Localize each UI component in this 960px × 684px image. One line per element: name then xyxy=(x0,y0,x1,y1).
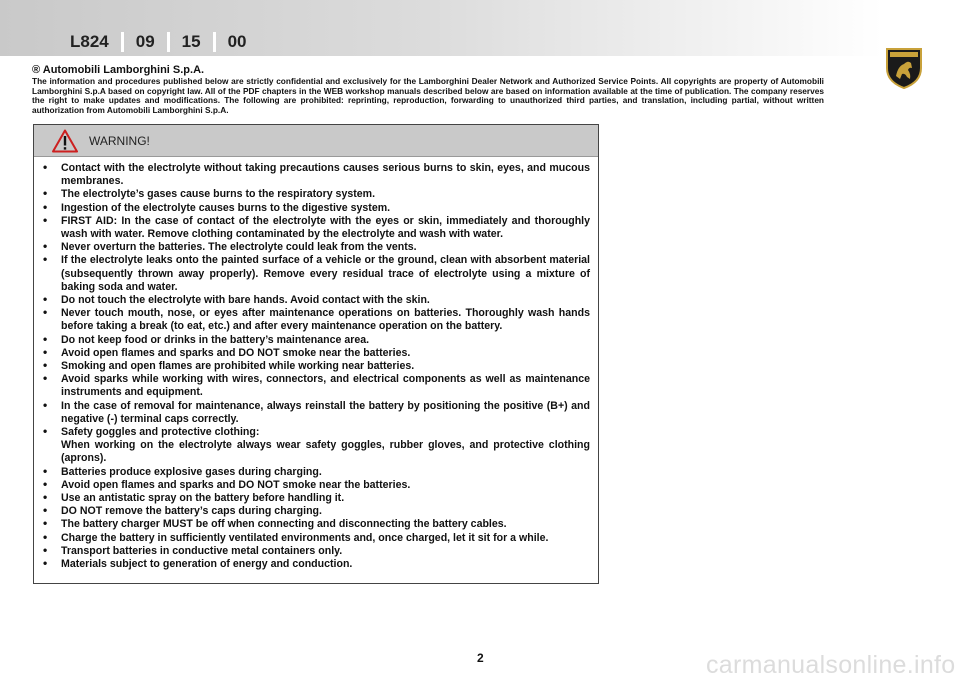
header-bar xyxy=(0,0,960,56)
warning-item-text: Never overturn the batteries. The electrolyte could leak from the vents. xyxy=(61,241,417,254)
warning-item xyxy=(42,254,590,294)
warning-item-text: Smoking and open flames are prohibited while working near batteries. xyxy=(61,360,415,373)
warning-item xyxy=(42,397,590,426)
warning-item-text: Avoid sparks while working with wires, connectors, and electrical components as well as maintenance instruments and equipment. xyxy=(61,373,590,399)
warning-triangle-icon xyxy=(52,129,78,153)
warning-box xyxy=(33,124,599,584)
code-subsection: 00 xyxy=(227,32,247,51)
warning-item xyxy=(42,241,590,254)
warning-item xyxy=(42,426,590,466)
warning-label: WARNING! xyxy=(89,134,150,148)
lamborghini-shield-logo xyxy=(884,46,924,90)
warning-item xyxy=(42,344,590,360)
warning-item xyxy=(42,331,590,347)
warning-item xyxy=(42,542,590,558)
bullet-icon: • xyxy=(43,424,48,439)
warning-item-text: Contact with the electrolyte without taking precautions causes serious burns to skin, eyes, and mucous membranes. xyxy=(61,162,590,188)
warning-item xyxy=(42,492,590,505)
warning-item-text: FIRST AID: In the case of contact of the electrolyte with the eyes or skin, immediately and thoroughly wash with water. Remove clothing contaminated by the electrolyte and wash with water. xyxy=(61,214,590,241)
bullet-icon: • xyxy=(43,358,48,373)
warning-item-text: Do not touch the electrolyte with bare hands. Avoid contact with the skin. xyxy=(61,294,430,307)
bullet-icon: • xyxy=(43,516,48,531)
warning-item xyxy=(42,505,590,518)
legal-notice xyxy=(32,64,824,115)
warning-item xyxy=(42,373,590,399)
warning-item xyxy=(42,162,590,188)
bullet-icon: • xyxy=(43,292,48,307)
code-separator xyxy=(167,32,170,52)
warning-item xyxy=(42,294,590,307)
bullet-icon: • xyxy=(43,331,48,346)
warning-item-text: DO NOT remove the battery’s caps during charging. xyxy=(61,505,322,518)
warning-item-text: Safety goggles and protective clothing: When working on the electrolyte always wear safety goggles, rubber gloves, and protective clothing (aprons). xyxy=(61,426,590,465)
warning-item xyxy=(42,188,590,201)
bullet-icon: • xyxy=(43,252,48,267)
warning-item xyxy=(42,463,590,479)
warning-item-text: Use an antistatic spray on the battery before handling it. xyxy=(61,492,345,505)
warning-item xyxy=(42,212,590,241)
warning-item-text: If the electrolyte leaks onto the painted surface of a vehicle or the ground, clean with absorbent material (subsequently thrown away properly). Remove every residual trace of electrolyte using a mixture of baking soda and water. xyxy=(61,254,590,293)
bullet-icon: • xyxy=(43,476,48,491)
warning-item-text: Ingestion of the electrolyte causes burns to the digestive system. xyxy=(61,201,391,214)
bullet-icon: • xyxy=(43,542,48,557)
warning-item xyxy=(42,307,590,333)
bullet-icon: • xyxy=(43,160,48,174)
warning-item-text: Never touch mouth, nose, or eyes after maintenance operations on batteries. Thoroughly wash hands before taking a break (to eat, etc.) and after every maintenance operation on the battery. xyxy=(61,307,590,333)
bullet-icon: • xyxy=(43,186,48,201)
document-code xyxy=(70,32,247,52)
warning-item-text: Avoid open flames and sparks and DO NOT smoke near the batteries. xyxy=(61,346,411,359)
bullet-icon: • xyxy=(43,556,48,571)
bullet-icon: • xyxy=(43,239,48,254)
warning-item-text: Avoid open flames and sparks and DO NOT smoke near the batteries. xyxy=(61,478,411,491)
warning-item-text: Do not keep food or drinks in the battery’s maintenance area. xyxy=(61,333,370,346)
code-separator xyxy=(121,32,124,52)
bullet-icon: • xyxy=(43,212,48,227)
bullet-icon: • xyxy=(43,344,48,359)
warning-item-text: Transport batteries in conductive metal containers only. xyxy=(61,544,343,557)
code-separator xyxy=(213,32,216,52)
warning-item-text: The battery charger MUST be off when connecting and disconnecting the battery cables. xyxy=(61,518,507,531)
bullet-icon: • xyxy=(43,371,48,386)
warning-header xyxy=(34,125,598,157)
warning-item xyxy=(42,529,590,545)
legal-text: The information and procedures published below are strictly confidential and exclusively for the Lamborghini Dealer Network and Authorized Service Points. All copyrights are property of Automobili Lamborghini S.p.A based on copyright law. All of the PDF chapters in the WEB workshop manuals described below are based on information available at the time of publication. The company reserves the right to make updates and modifications. The following are prohibited: reprinting, reproduction, forwarding to unauthorized third parties, and translation, including partial, without written authorization from Automobili Lamborghini S.p.A. xyxy=(32,76,824,115)
code-group: 09 xyxy=(135,32,155,51)
warning-item-text: Batteries produce explosive gases during charging. xyxy=(61,465,322,478)
warning-item xyxy=(42,360,590,373)
bullet-icon: • xyxy=(43,305,48,320)
bullet-icon: • xyxy=(43,503,48,518)
warning-item-text: Materials subject to generation of energy and conduction. xyxy=(61,558,353,571)
bullet-icon: • xyxy=(43,463,48,478)
warning-item xyxy=(42,558,590,571)
warning-list xyxy=(34,157,598,571)
bullet-icon: • xyxy=(43,529,48,544)
warning-item-text: Charge the battery in sufficiently ventilated environments and, once charged, let it sit for a while. xyxy=(61,531,549,544)
warning-item xyxy=(42,518,590,531)
code-section: 15 xyxy=(181,32,201,51)
page-number: 2 xyxy=(477,651,484,665)
warning-item xyxy=(42,199,590,215)
warning-item xyxy=(42,476,590,492)
bullet-icon: • xyxy=(43,199,48,214)
warning-item-text: In the case of removal for maintenance, always reinstall the battery by positioning the positive (B+) and negative (-) terminal caps correctly. xyxy=(61,399,590,425)
bullet-icon: • xyxy=(43,490,48,505)
watermark: carmanualsonline.info xyxy=(706,651,956,679)
warning-item-text: The electrolyte’s gases cause burns to the respiratory system. xyxy=(61,188,376,201)
code-model: L824 xyxy=(70,32,109,51)
bullet-icon: • xyxy=(43,397,48,412)
legal-title: ® Automobili Lamborghini S.p.A. xyxy=(32,64,205,76)
